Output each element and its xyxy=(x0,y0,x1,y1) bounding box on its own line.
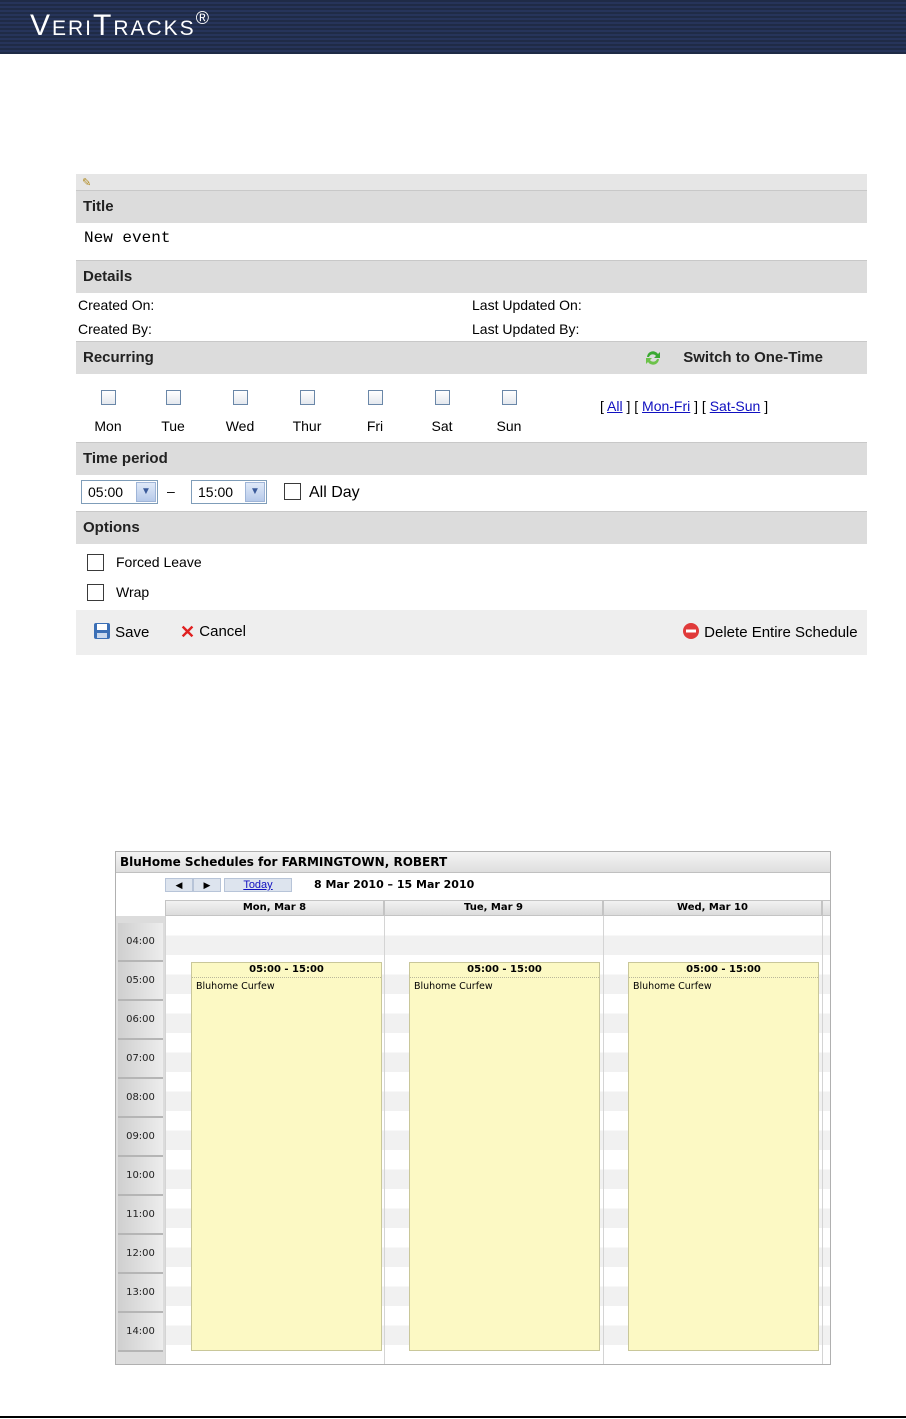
last-updated-on-label: Last Updated On: xyxy=(472,297,582,313)
today-button[interactable]: Today xyxy=(224,878,292,892)
chevron-down-icon[interactable]: ▼ xyxy=(136,482,156,502)
day-presets: [ All ] [ Mon-Fri ] [ Sat-Sun ] xyxy=(600,398,769,414)
day-header-next[interactable] xyxy=(822,900,831,916)
checkbox-thur[interactable] xyxy=(300,390,315,405)
delete-schedule-button[interactable] xyxy=(682,622,858,641)
hour-label: 08:00 xyxy=(118,1079,163,1118)
day-sat[interactable] xyxy=(422,390,462,434)
day-tue[interactable] xyxy=(153,390,193,434)
hour-label: 14:00 xyxy=(118,1313,163,1352)
wrap-checkbox[interactable] xyxy=(87,584,104,601)
options-section-header: Options xyxy=(76,511,867,544)
schedule-calendar xyxy=(115,851,831,1365)
hour-label: 13:00 xyxy=(118,1274,163,1313)
hour-label: 06:00 xyxy=(118,1001,163,1040)
form-footer xyxy=(76,610,867,655)
end-time-select[interactable] xyxy=(191,480,267,504)
day-header-wed[interactable]: Wed, Mar 10 xyxy=(603,900,822,916)
cancel-button[interactable] xyxy=(180,622,246,643)
switch-to-one-time-button[interactable] xyxy=(683,342,823,374)
hour-label: 12:00 xyxy=(118,1235,163,1274)
checkbox-sun[interactable] xyxy=(502,390,517,405)
preset-all-link[interactable]: All xyxy=(607,398,623,414)
brand-logo xyxy=(30,8,211,43)
close-icon: ✕ xyxy=(180,622,196,642)
date-range: 8 Mar 2010 – 15 Mar 2010 xyxy=(314,878,475,891)
event-time: 05:00 - 15:00 xyxy=(410,963,599,978)
forced-leave-label: Forced Leave xyxy=(116,554,202,570)
all-day-checkbox[interactable] xyxy=(284,483,301,500)
day-header-tue[interactable]: Tue, Mar 9 xyxy=(384,900,603,916)
checkbox-wed[interactable] xyxy=(233,390,248,405)
switch-label: Switch to One-Time xyxy=(683,349,823,366)
day-header-mon[interactable]: Mon, Mar 8 xyxy=(165,900,384,916)
calendar-event[interactable] xyxy=(409,962,600,1351)
day-sun[interactable] xyxy=(489,390,529,434)
wrap-label: Wrap xyxy=(116,584,150,600)
hour-label: 07:00 xyxy=(118,1040,163,1079)
save-button[interactable] xyxy=(93,622,149,641)
day-mon[interactable] xyxy=(88,390,128,434)
refresh-icon xyxy=(643,348,663,368)
day-wed[interactable] xyxy=(220,390,260,434)
all-day-label: All Day xyxy=(309,484,360,501)
forced-leave-checkbox[interactable] xyxy=(87,554,104,571)
hour-label: 05:00 xyxy=(118,962,163,1001)
options-panel xyxy=(76,544,867,610)
save-label: Save xyxy=(115,624,150,641)
event-title: Bluhome Curfew xyxy=(414,981,493,992)
title-section-header: Title xyxy=(76,190,867,223)
preset-mon-fri-link[interactable]: Mon-Fri xyxy=(642,398,691,414)
checkbox-sat[interactable] xyxy=(435,390,450,405)
checkbox-tue[interactable] xyxy=(166,390,181,405)
created-by-label: Created By: xyxy=(78,321,152,337)
day-label: Tue xyxy=(161,418,185,434)
day-label: Mon xyxy=(94,418,122,434)
prev-week-button[interactable]: ◀ xyxy=(165,878,193,892)
day-thur[interactable] xyxy=(287,390,327,434)
next-week-button[interactable]: ▶ xyxy=(193,878,221,892)
time-gutter xyxy=(116,916,165,1364)
event-title: Bluhome Curfew xyxy=(196,981,275,992)
event-time: 05:00 - 15:00 xyxy=(192,963,381,978)
header-banner xyxy=(0,0,906,54)
calendar-event[interactable] xyxy=(628,962,819,1351)
last-updated-by-label: Last Updated By: xyxy=(472,321,580,337)
checkbox-fri[interactable] xyxy=(368,390,383,405)
details-panel xyxy=(76,293,867,341)
hour-label: 10:00 xyxy=(118,1157,163,1196)
checkbox-mon[interactable] xyxy=(101,390,116,405)
preset-sat-sun-link[interactable]: Sat-Sun xyxy=(709,398,761,414)
recurring-section-header xyxy=(76,341,867,374)
time-separator: – xyxy=(167,483,175,499)
start-time-value: 05:00 xyxy=(88,484,124,500)
cancel-label: Cancel xyxy=(199,623,246,640)
event-time: 05:00 - 15:00 xyxy=(629,963,818,978)
pencil-icon[interactable]: ✎ xyxy=(82,177,92,189)
page-bottom-rule xyxy=(0,1416,906,1418)
created-on-label: Created On: xyxy=(78,297,155,313)
day-label: Sat xyxy=(431,418,453,434)
recurring-label: Recurring xyxy=(83,349,154,366)
floppy-disk-icon xyxy=(93,622,111,640)
chevron-down-icon[interactable]: ▼ xyxy=(245,482,265,502)
details-section-header: Details xyxy=(76,260,867,293)
hour-label: 09:00 xyxy=(118,1118,163,1157)
brand-name: VeriTracks xyxy=(30,9,196,42)
day-label: Thur xyxy=(292,418,322,434)
time-period-controls xyxy=(76,475,867,511)
event-title: Bluhome Curfew xyxy=(633,981,712,992)
hour-label: 04:00 xyxy=(118,923,163,962)
event-form xyxy=(76,174,867,655)
registered-mark: ® xyxy=(195,8,211,28)
time-period-section-header: Time period xyxy=(76,442,867,475)
calendar-title: BluHome Schedules for FARMINGTOWN, ROBERT xyxy=(116,852,830,873)
form-toolbar xyxy=(76,174,867,190)
start-time-select[interactable] xyxy=(81,480,158,504)
delete-label: Delete Entire Schedule xyxy=(704,624,858,641)
day-fri[interactable] xyxy=(355,390,395,434)
day-label: Sun xyxy=(496,418,522,434)
title-input[interactable]: New event xyxy=(84,229,171,247)
day-label: Fri xyxy=(366,418,384,434)
hour-label: 11:00 xyxy=(118,1196,163,1235)
end-time-value: 15:00 xyxy=(198,484,234,500)
recurring-days xyxy=(76,374,867,442)
day-label: Wed xyxy=(225,418,255,434)
delete-icon xyxy=(682,622,700,640)
day-column-next[interactable] xyxy=(822,916,831,1364)
calendar-event[interactable] xyxy=(191,962,382,1351)
